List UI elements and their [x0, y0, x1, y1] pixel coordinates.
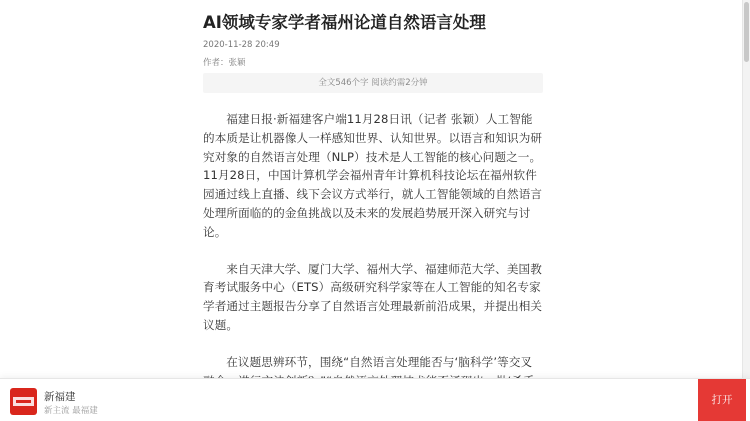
app-name: 新福建 [44, 391, 76, 403]
paragraph-3: 在议题思辨环节，围绕“自然语言处理能否与‘脑科学’等交叉 [226, 354, 533, 369]
app-download-banner [0, 378, 750, 421]
paragraph-1: 福建日报·新福建客户端11月28日讯（记者 张颖）人工智能的本质是让机器像人一样感知世界、认知世界。以语言和知识为研究对象的自然语言处理（NLP）技术是人工智能的核心问题之一。11月28日，中国计算机学会福州青年计算机科技论坛在福州软件园通过线上直播、线下会议方式举行，就人工智能领域的自然语言处理所面临的的金鱼挑战以及未来的发展趋势展开深入研究与讨论。 [203, 112, 543, 239]
open-app-button[interactable]: 打开 [698, 379, 746, 421]
publish-date: 2020-11-28 20:49 [203, 40, 280, 50]
article [203, 0, 543, 421]
article-body [203, 110, 543, 421]
app-slogan: 新主流 最福建 [44, 406, 98, 416]
paragraph-2: 来自天津大学、厦门大学、福州大学、福建师范大学、美国教育考试服务中心（ETS）高级研究科学家等在人工智能的知名专家学者通过主题报告分享了自然语言处理最新前沿成果，并提出相关议题。 [203, 261, 543, 332]
scrollbar-thumb[interactable] [744, 2, 749, 62]
read-time-bar: 全文546个字 阅读约需2分钟 [203, 73, 543, 93]
article-title: AI领域专家学者福州论道自然语言处理 [203, 13, 486, 32]
author-line: 作者：张颖 [203, 58, 246, 68]
app-logo-icon [10, 388, 37, 415]
vertical-scrollbar[interactable] [742, 0, 750, 421]
